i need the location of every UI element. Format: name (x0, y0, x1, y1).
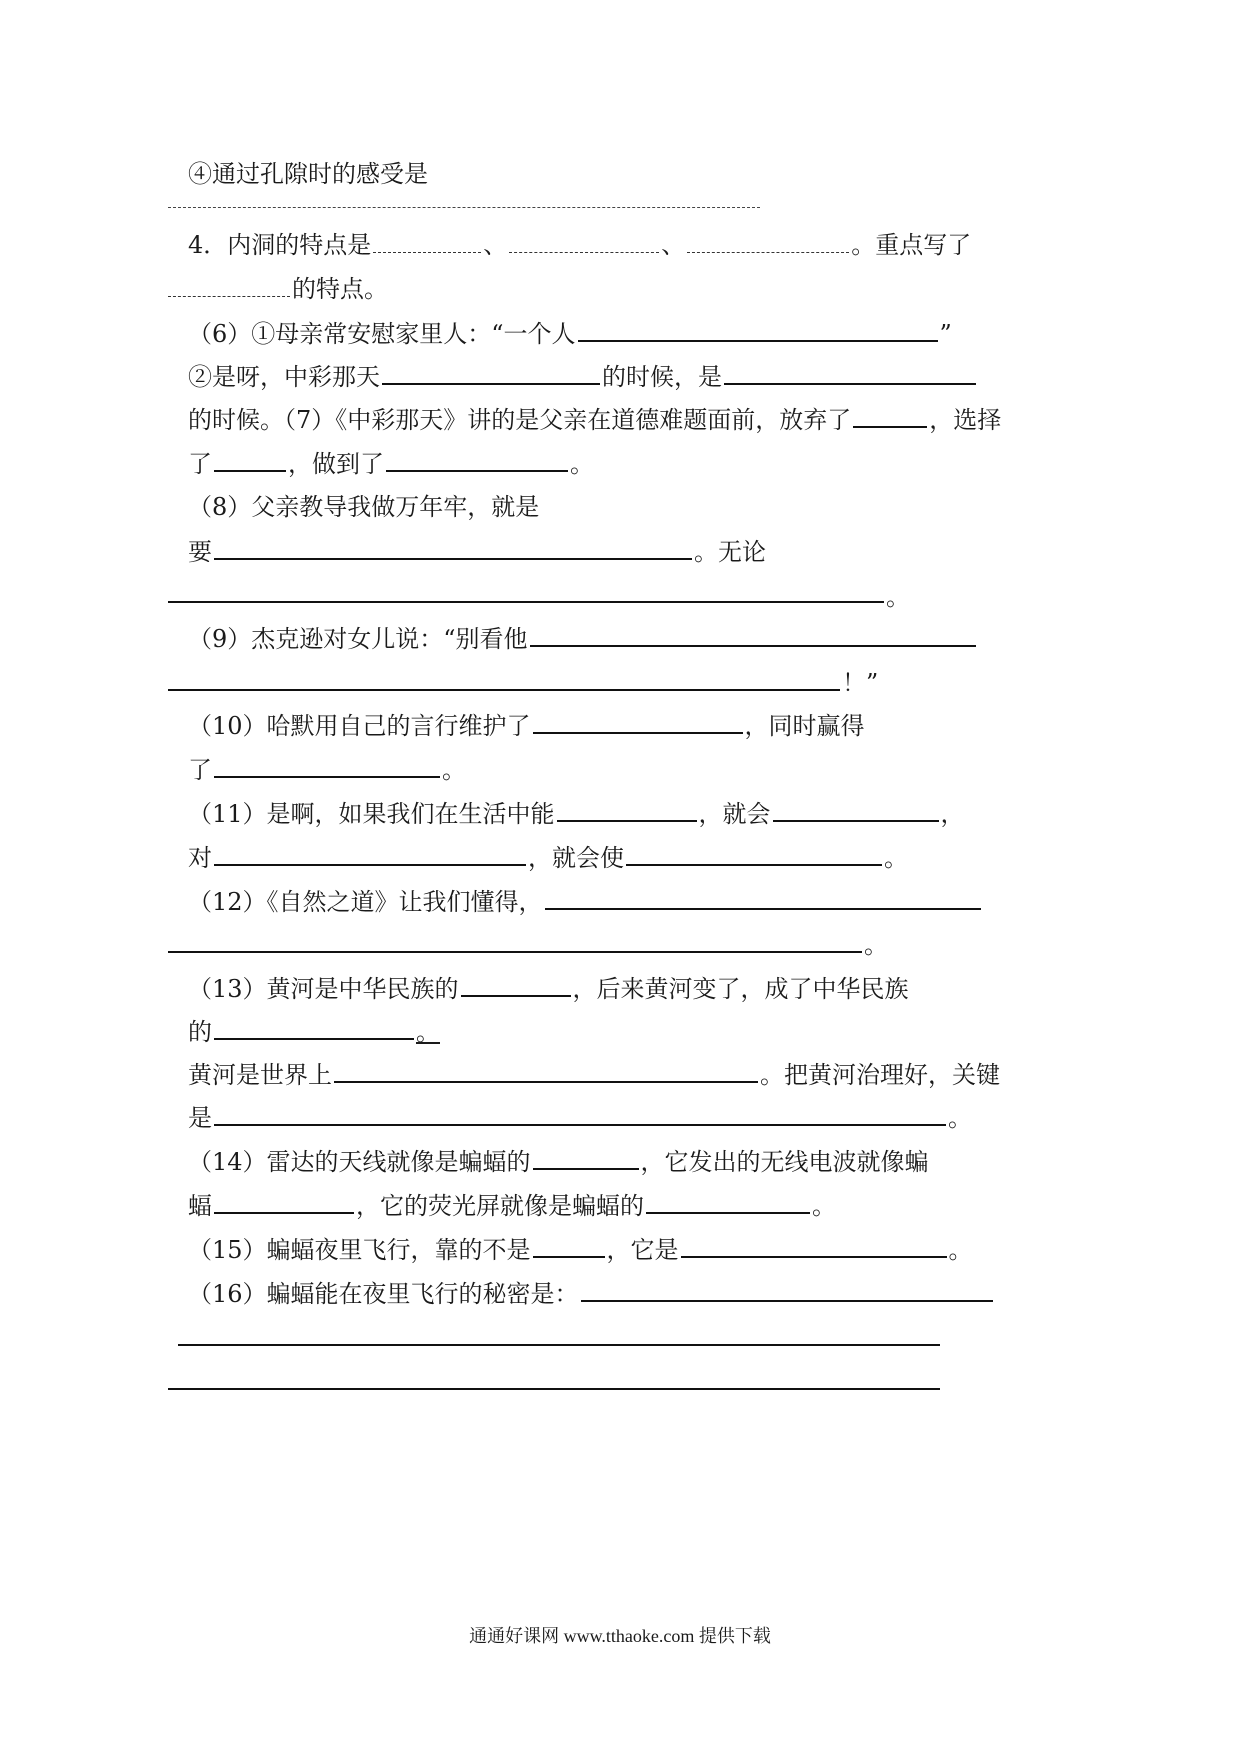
question-8-cont (188, 534, 766, 569)
question-16 (188, 1276, 995, 1311)
line-text: 的时候，是 (602, 363, 722, 391)
answer-blank[interactable] (214, 1014, 414, 1040)
line-text: ，它发出的无线电波就像蝙 (640, 1148, 929, 1176)
line-text: （10）哈默用自己的言行维护了 (188, 712, 531, 740)
answer-blank[interactable] (168, 272, 290, 297)
line-text: ，做到了 (288, 450, 384, 478)
line-text: ！” (842, 669, 879, 697)
question-12 (188, 884, 983, 919)
line-text: 。重点写了 (851, 231, 972, 259)
question-13-sub2 (188, 1057, 1000, 1092)
answer-blank[interactable] (168, 1388, 940, 1390)
line-text: 。 (948, 1104, 972, 1132)
line-text: 。 (416, 1018, 440, 1046)
line-end (864, 928, 888, 962)
line-text: 对 (188, 844, 212, 872)
question-13-cont (188, 1014, 440, 1049)
line-text: 。 (864, 931, 888, 959)
answer-blank[interactable] (533, 708, 743, 734)
line-text: （9）杰克逊对女儿说：“别看他 (188, 625, 528, 653)
line-text: ，它是 (606, 1236, 679, 1264)
answer-blank[interactable] (373, 228, 481, 253)
question-13-sub2-cont (188, 1100, 972, 1135)
line-text: 。把黄河治理好，关键 (760, 1061, 1000, 1089)
question-8 (188, 490, 539, 524)
answer-blank[interactable] (214, 1188, 354, 1214)
answer-blank[interactable] (214, 534, 692, 560)
answer-blank[interactable] (773, 796, 939, 822)
line-text: ，就会使 (528, 844, 624, 872)
answer-blank[interactable] (334, 1057, 758, 1083)
answer-blank[interactable] (168, 951, 862, 953)
answer-blank[interactable] (461, 971, 571, 997)
line-text: ，选择 (929, 406, 1002, 434)
line-text: （11）是啊，如果我们在生活中能 (188, 800, 555, 828)
answer-blank[interactable] (214, 446, 286, 472)
line-text: ②是呀，中彩那天 (188, 363, 380, 391)
line-text: 了 (188, 450, 212, 478)
line-end (842, 666, 878, 700)
line-text: 的特点。 (292, 275, 388, 303)
answer-blank[interactable] (724, 359, 976, 385)
question-6-sub2 (188, 359, 978, 394)
line-text: （12）《自然之道》让我们懂得， (188, 888, 543, 916)
answer-blank[interactable] (382, 359, 600, 385)
separator: 、 (483, 231, 508, 259)
answer-blank[interactable] (581, 1276, 993, 1302)
line-text: ， (940, 800, 965, 828)
question-13 (188, 971, 909, 1006)
question-14 (188, 1144, 929, 1179)
line-text: ” (939, 320, 952, 348)
answer-blank[interactable] (178, 1344, 940, 1346)
answer-blank[interactable] (853, 402, 927, 428)
line-text: 。 (884, 844, 908, 872)
line-end (886, 580, 910, 614)
line-text: （13）黄河是中华民族的 (188, 975, 459, 1003)
answer-blank[interactable] (214, 1100, 946, 1126)
question-11-cont (188, 840, 908, 875)
question-9 (188, 621, 978, 656)
line-text: 蝠 (188, 1192, 212, 1220)
question-15 (188, 1232, 973, 1267)
question-6 (188, 316, 952, 351)
line-text: ，同时赢得 (744, 712, 865, 740)
line-text: 是 (188, 1104, 212, 1132)
answer-blank[interactable] (214, 752, 440, 778)
line-text: （8）父亲教导我做万年牢，就是 (188, 493, 540, 521)
line-text: ④通过孔隙时的感受是 (188, 160, 428, 188)
line-text: 。无论 (694, 538, 766, 566)
line-text: 了 (188, 756, 212, 784)
line-text: （14）雷达的天线就像是蝙蝠的 (188, 1148, 531, 1176)
line-text: 。 (812, 1192, 836, 1220)
answer-blank[interactable] (557, 796, 697, 822)
answer-blank[interactable] (168, 207, 760, 208)
question-4-cont (188, 272, 388, 306)
line-text: 的时候。（7）《中彩那天》讲的是父亲在道德难题面前，放弃了 (188, 406, 852, 434)
answer-blank[interactable] (545, 884, 981, 910)
question-10-cont (188, 752, 466, 787)
line-text: 的 (188, 1018, 212, 1046)
question-7-cont (188, 446, 594, 481)
answer-blank[interactable] (168, 689, 840, 691)
answer-blank[interactable] (168, 601, 884, 603)
line-text: 要 (188, 538, 212, 566)
answer-blank[interactable] (214, 840, 526, 866)
line-text: 。 (886, 583, 910, 611)
answer-blank[interactable] (533, 1232, 605, 1258)
answer-blank[interactable] (681, 1232, 947, 1258)
line-text: 黄河是世界上 (188, 1061, 332, 1089)
line-text: 4．内洞的特点是 (188, 231, 372, 259)
line-text: 。 (948, 1236, 973, 1264)
line-text: ，它的荧光屏就像是蝙蝠的 (356, 1192, 644, 1220)
answer-blank[interactable] (509, 228, 659, 253)
question-10 (188, 708, 865, 743)
answer-blank[interactable] (626, 840, 882, 866)
answer-blank[interactable] (687, 228, 849, 253)
answer-blank[interactable] (533, 1144, 639, 1170)
line-text: 。 (442, 756, 466, 784)
question-7 (188, 402, 1001, 437)
question-4 (188, 228, 971, 262)
answer-blank[interactable] (578, 316, 938, 342)
line-text: （15）蝙蝠夜里飞行，靠的不是 (188, 1236, 531, 1264)
question-14-cont (188, 1188, 836, 1223)
answer-blank[interactable] (530, 621, 976, 647)
answer-blank[interactable] (646, 1188, 810, 1214)
separator: 、 (661, 231, 686, 259)
answer-blank[interactable] (386, 446, 568, 472)
line-text: 。 (570, 450, 594, 478)
line-text: （16）蝙蝠能在夜里飞行的秘密是： (188, 1280, 579, 1308)
page-footer: 通通好课网 www.tthaoke.com 提供下载 (469, 1626, 771, 1646)
line-text: （6）①母亲常安慰家里人：“一个人 (188, 320, 576, 348)
question-11 (188, 796, 965, 831)
question-4-sub4 (188, 157, 428, 191)
line-text: ，就会 (698, 800, 771, 828)
line-text: ，后来黄河变了，成了中华民族 (572, 975, 909, 1003)
